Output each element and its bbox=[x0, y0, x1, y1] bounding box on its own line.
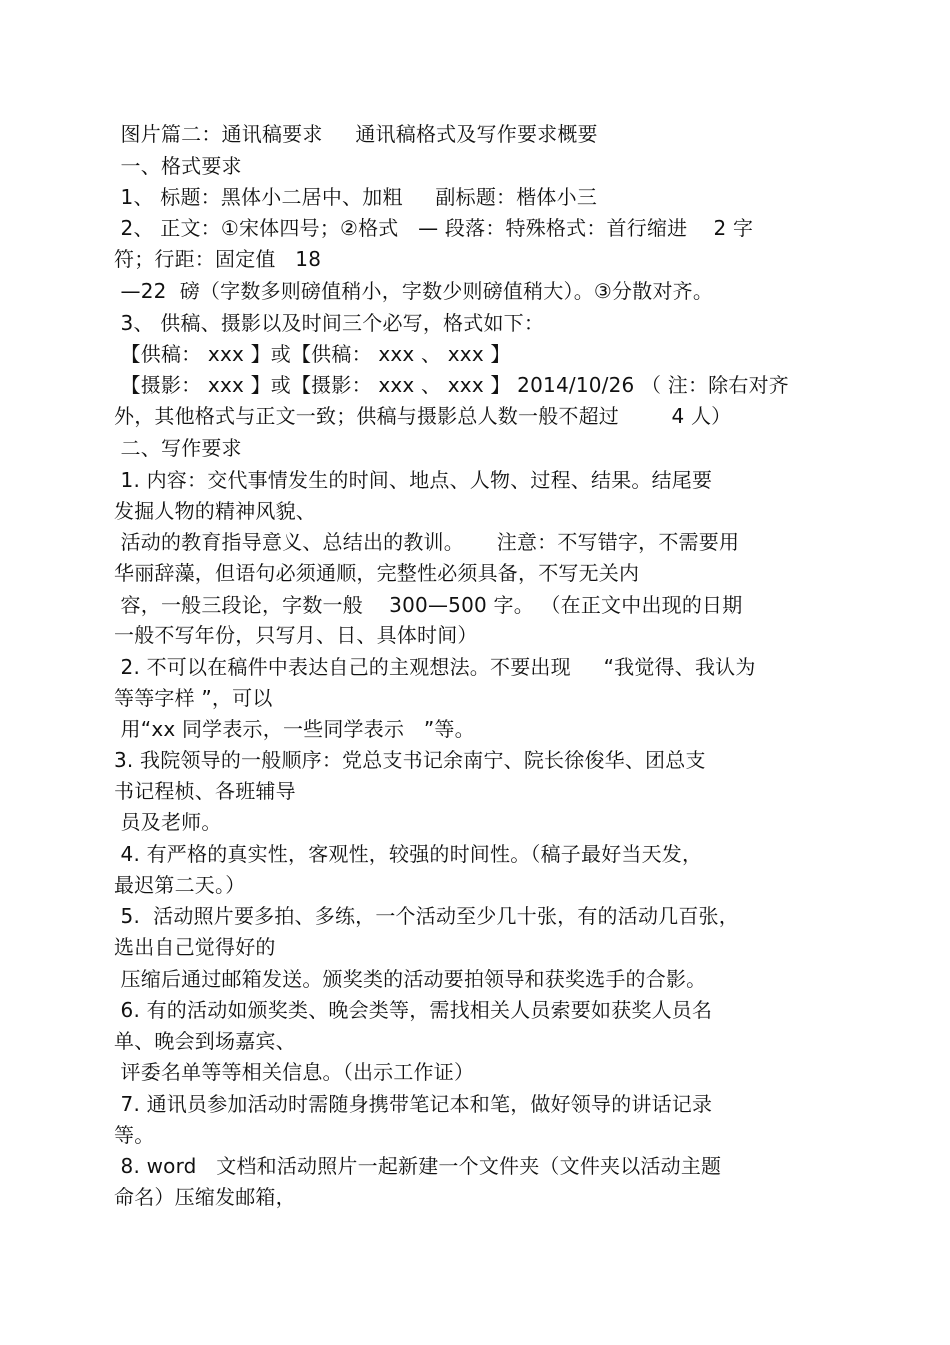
text-line: 用“xx 同学表示，一些同学表示 ”等。 bbox=[114, 717, 475, 741]
text-line: 压缩后通过邮箱发送。颁奖类的活动要拍领导和获奖选手的合影。 bbox=[114, 967, 707, 991]
text-line: 【摄影： xxx 】或【摄影： xxx 、 xxx 】 2014/10/26 （ 注：除右对齐 bbox=[114, 373, 789, 397]
text-line: 3. 我院领导的一般顺序：党总支书记余南宁、院长徐俊华、团总支 bbox=[114, 748, 706, 772]
text-line: 外，其他格式与正文一致；供稿与摄影总人数一般不超过 4 人） bbox=[114, 404, 732, 428]
text-line: 等等字样 ”，可以 bbox=[114, 686, 273, 710]
text-line: 选出自己觉得好的 bbox=[114, 935, 276, 959]
text-line: 4. 有严格的真实性，客观性，较强的时间性。（稿子最好当天发， bbox=[114, 842, 703, 866]
text-line: 容，一般三段论，字数一般 300—500 字。 （在正文中出现的日期 bbox=[114, 593, 743, 617]
text-line: 华丽辞藻，但语句必须通顺，完整性必须具备，不写无关内 bbox=[114, 561, 640, 585]
text-line: 5. 活动照片要多拍、多练，一个活动至少几十张，有的活动几百张， bbox=[114, 904, 739, 928]
text-line: 1. 内容：交代事情发生的时间、地点、人物、过程、结果。结尾要 bbox=[114, 468, 713, 492]
text-line: 员及老师。 bbox=[114, 810, 222, 834]
text-line: 发掘人物的精神风貌、 bbox=[114, 499, 316, 523]
text-line: 符；行距：固定值 18 bbox=[114, 247, 322, 271]
document-title: 图片篇二：通讯稿要求 通讯稿格式及写作要求概要 bbox=[114, 122, 598, 146]
text-line: 2. 不可以在稿件中表达自己的主观想法。不要出现 “我觉得、我认为 bbox=[114, 655, 756, 679]
text-line: 最迟第二天。） bbox=[114, 873, 246, 897]
text-line: 8. word 文档和活动照片一起新建一个文件夹（文件夹以活动主题 bbox=[114, 1154, 722, 1178]
section-heading-format: 一、格式要求 bbox=[114, 154, 242, 178]
section-heading-writing: 二、写作要求 bbox=[114, 436, 242, 460]
text-line: 活动的教育指导意义、总结出的教训。 注意：不写错字，不需要用 bbox=[114, 530, 740, 554]
text-line: 一般不写年份，只写月、日、具体时间） bbox=[114, 623, 478, 647]
text-line: 评委名单等等相关信息。（出示工作证） bbox=[114, 1060, 475, 1084]
text-line: 等。 bbox=[114, 1123, 155, 1147]
text-line: 2、 正文：①宋体四号；②格式 — 段落：特殊格式：首行缩进 2 字 bbox=[114, 216, 754, 240]
text-line: 7. 通讯员参加活动时需随身携带笔记本和笔，做好领导的讲话记录 bbox=[114, 1092, 713, 1116]
text-line: 【供稿： xxx 】或【供稿： xxx 、 xxx 】 bbox=[114, 342, 511, 366]
text-line: 1、 标题：黑体小二居中、加粗 副标题：楷体小三 bbox=[114, 185, 598, 209]
text-line: 书记程桢、各班辅导 bbox=[114, 779, 296, 803]
text-line: 3、 供稿、摄影以及时间三个必写，格式如下： bbox=[114, 311, 545, 335]
text-line: 单、晚会到场嘉宾、 bbox=[114, 1029, 296, 1053]
text-line: 6. 有的活动如颁奖类、晚会类等，需找相关人员索要如获奖人员名 bbox=[114, 998, 713, 1022]
text-line: 命名）压缩发邮箱， bbox=[114, 1185, 296, 1209]
text-line: —22 磅（字数多则磅值稍小，字数少则磅值稍大）。③分散对齐。 bbox=[114, 279, 714, 303]
